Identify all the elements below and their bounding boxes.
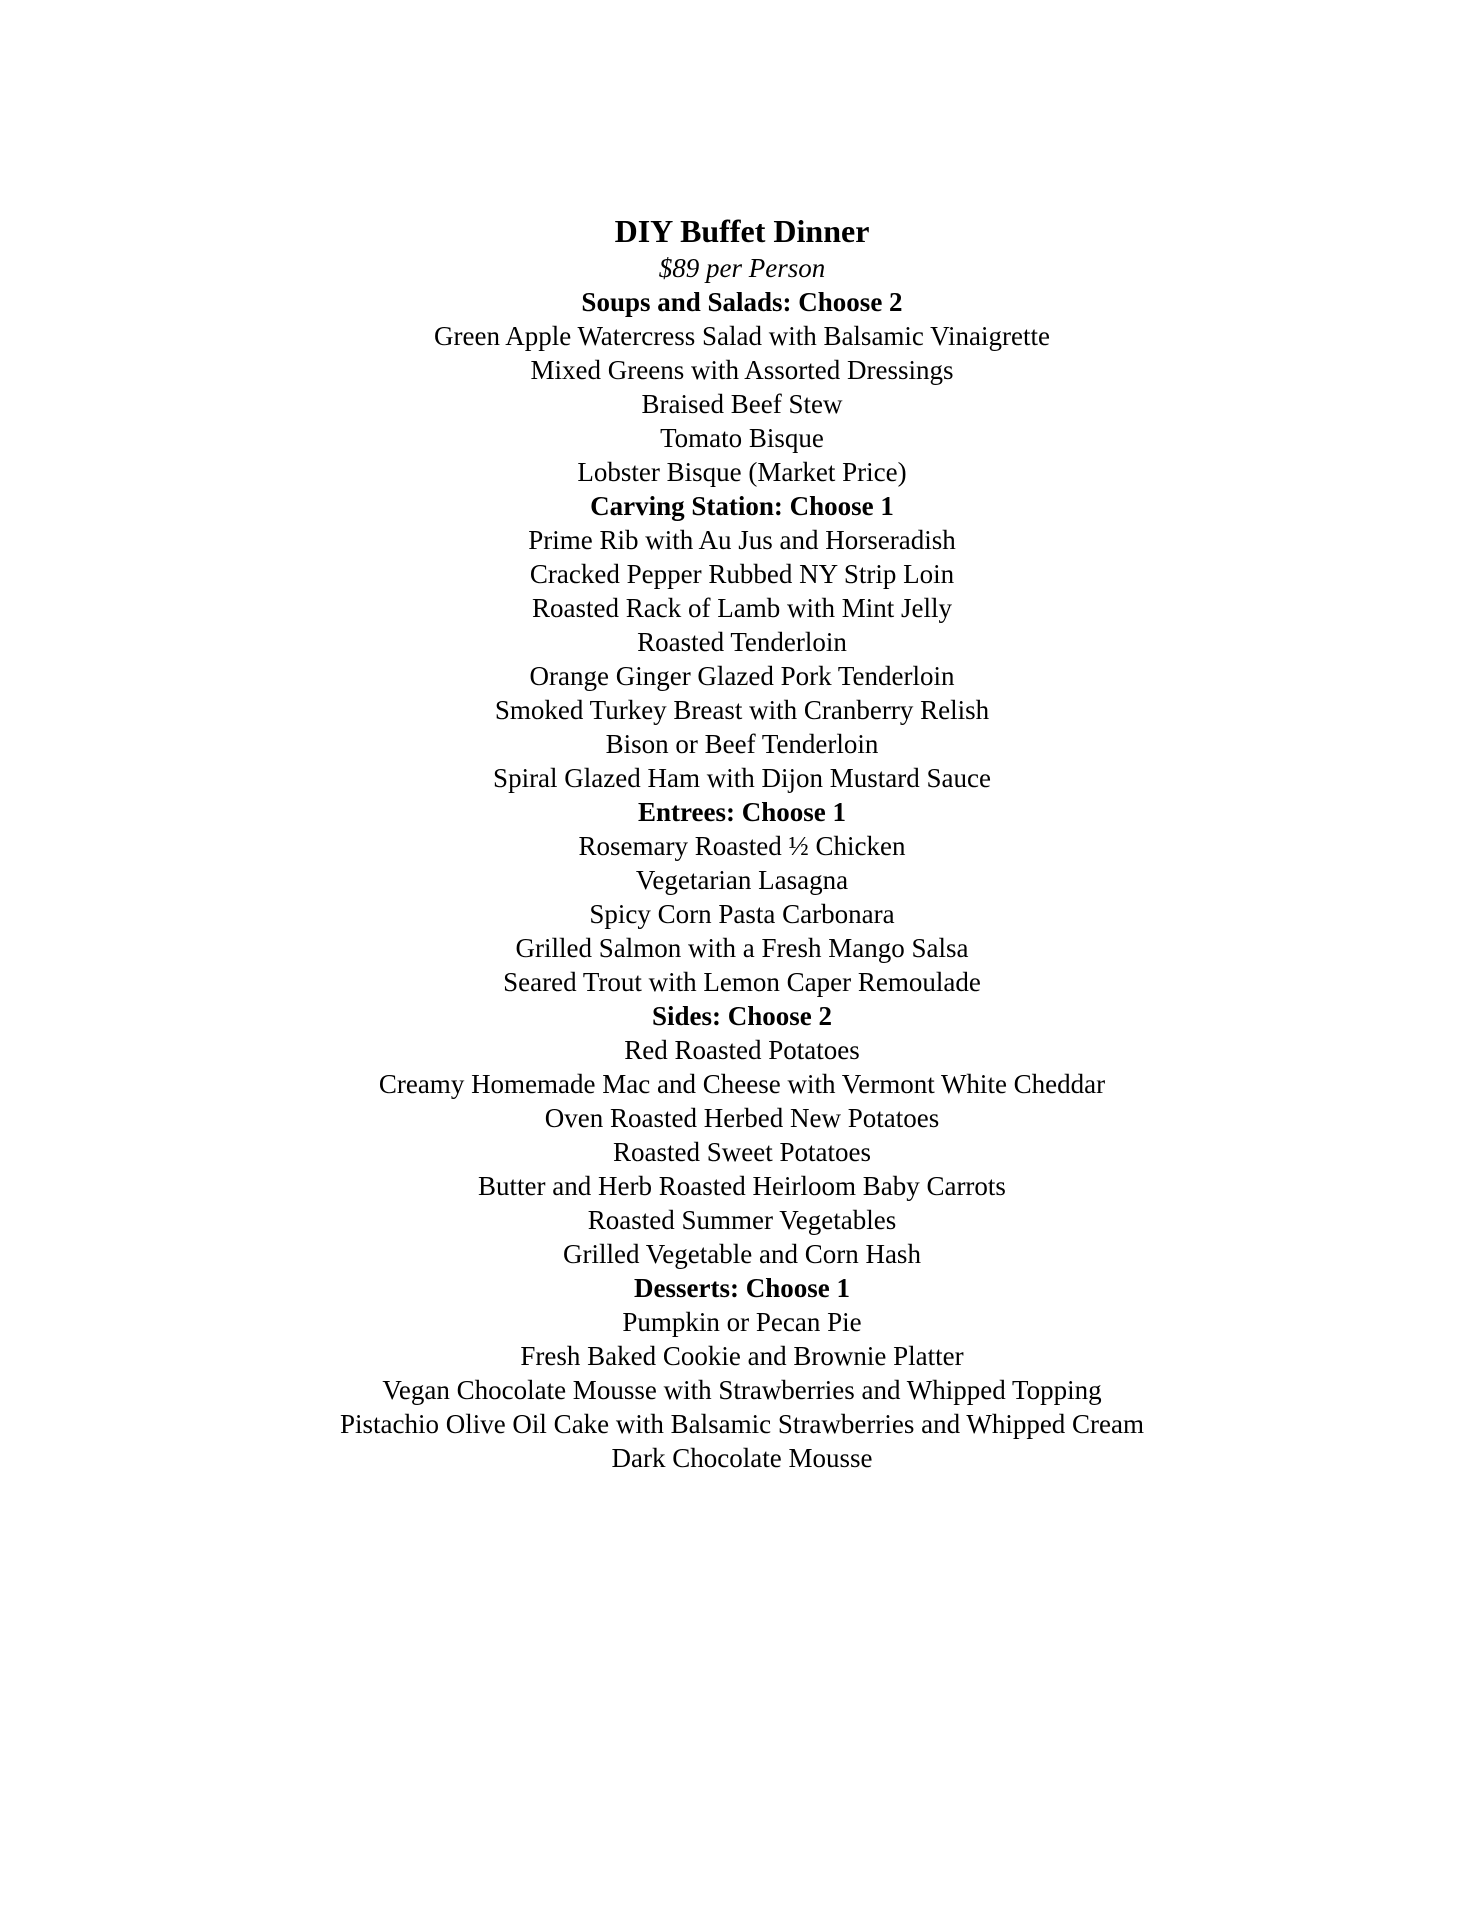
menu-item: Spiral Glazed Ham with Dijon Mustard Sauce (493, 763, 991, 793)
section-desserts (0, 1271, 1484, 1475)
menu-price: $89 per Person (658, 253, 826, 283)
menu-title: DIY Buffet Dinner (614, 213, 870, 249)
section-sides (0, 999, 1484, 1271)
menu-item: Pumpkin or Pecan Pie (622, 1307, 862, 1337)
section-heading: Entrees: Choose 1 (638, 797, 846, 827)
menu-item: Orange Ginger Glazed Pork Tenderloin (529, 661, 955, 691)
menu-item: Tomato Bisque (660, 423, 824, 453)
menu-item: Creamy Homemade Mac and Cheese with Vermont White Cheddar (378, 1069, 1106, 1099)
item-list (0, 319, 1484, 489)
section-entrees (0, 795, 1484, 999)
item-list (0, 1033, 1484, 1271)
section-soups-and-salads (0, 285, 1484, 489)
menu-document (0, 211, 1484, 1475)
menu-item: Smoked Turkey Breast with Cranberry Relish (494, 695, 990, 725)
menu-item: Butter and Herb Roasted Heirloom Baby Carrots (478, 1171, 1006, 1201)
menu-item: Prime Rib with Au Jus and Horseradish (528, 525, 956, 555)
item-list (0, 523, 1484, 795)
section-heading: Sides: Choose 2 (651, 1001, 833, 1031)
menu-item: Bison or Beef Tenderloin (605, 729, 879, 759)
menu-item: Red Roasted Potatoes (624, 1035, 860, 1065)
menu-item: Dark Chocolate Mousse (611, 1443, 873, 1473)
menu-item: Pistachio Olive Oil Cake with Balsamic Strawberries and Whipped Cream (339, 1409, 1145, 1439)
section-heading: Carving Station: Choose 1 (590, 491, 894, 521)
menu-item: Fresh Baked Cookie and Brownie Platter (520, 1341, 964, 1371)
menu-item: Braised Beef Stew (641, 389, 843, 419)
menu-item: Rosemary Roasted ½ Chicken (578, 831, 906, 861)
menu-item: Green Apple Watercress Salad with Balsamic Vinaigrette (433, 321, 1051, 351)
menu-item: Roasted Rack of Lamb with Mint Jelly (532, 593, 952, 623)
section-carving-station (0, 489, 1484, 795)
menu-item: Seared Trout with Lemon Caper Remoulade (503, 967, 981, 997)
menu-item: Roasted Sweet Potatoes (613, 1137, 871, 1167)
menu-item: Grilled Salmon with a Fresh Mango Salsa (515, 933, 969, 963)
menu-item: Vegan Chocolate Mousse with Strawberries and Whipped Topping (382, 1375, 1102, 1405)
menu-item: Lobster Bisque (Market Price) (577, 457, 907, 487)
section-heading: Soups and Salads: Choose 2 (581, 287, 903, 317)
menu-item: Oven Roasted Herbed New Potatoes (544, 1103, 940, 1133)
item-list (0, 1305, 1484, 1475)
menu-item: Mixed Greens with Assorted Dressings (530, 355, 954, 385)
item-list (0, 829, 1484, 999)
section-heading: Desserts: Choose 1 (634, 1273, 850, 1303)
menu-item: Vegetarian Lasagna (635, 865, 849, 895)
menu-item: Roasted Summer Vegetables (587, 1205, 897, 1235)
menu-item: Cracked Pepper Rubbed NY Strip Loin (529, 559, 955, 589)
menu-item: Roasted Tenderloin (637, 627, 847, 657)
menu-item: Grilled Vegetable and Corn Hash (563, 1239, 921, 1269)
menu-item: Spicy Corn Pasta Carbonara (589, 899, 895, 929)
